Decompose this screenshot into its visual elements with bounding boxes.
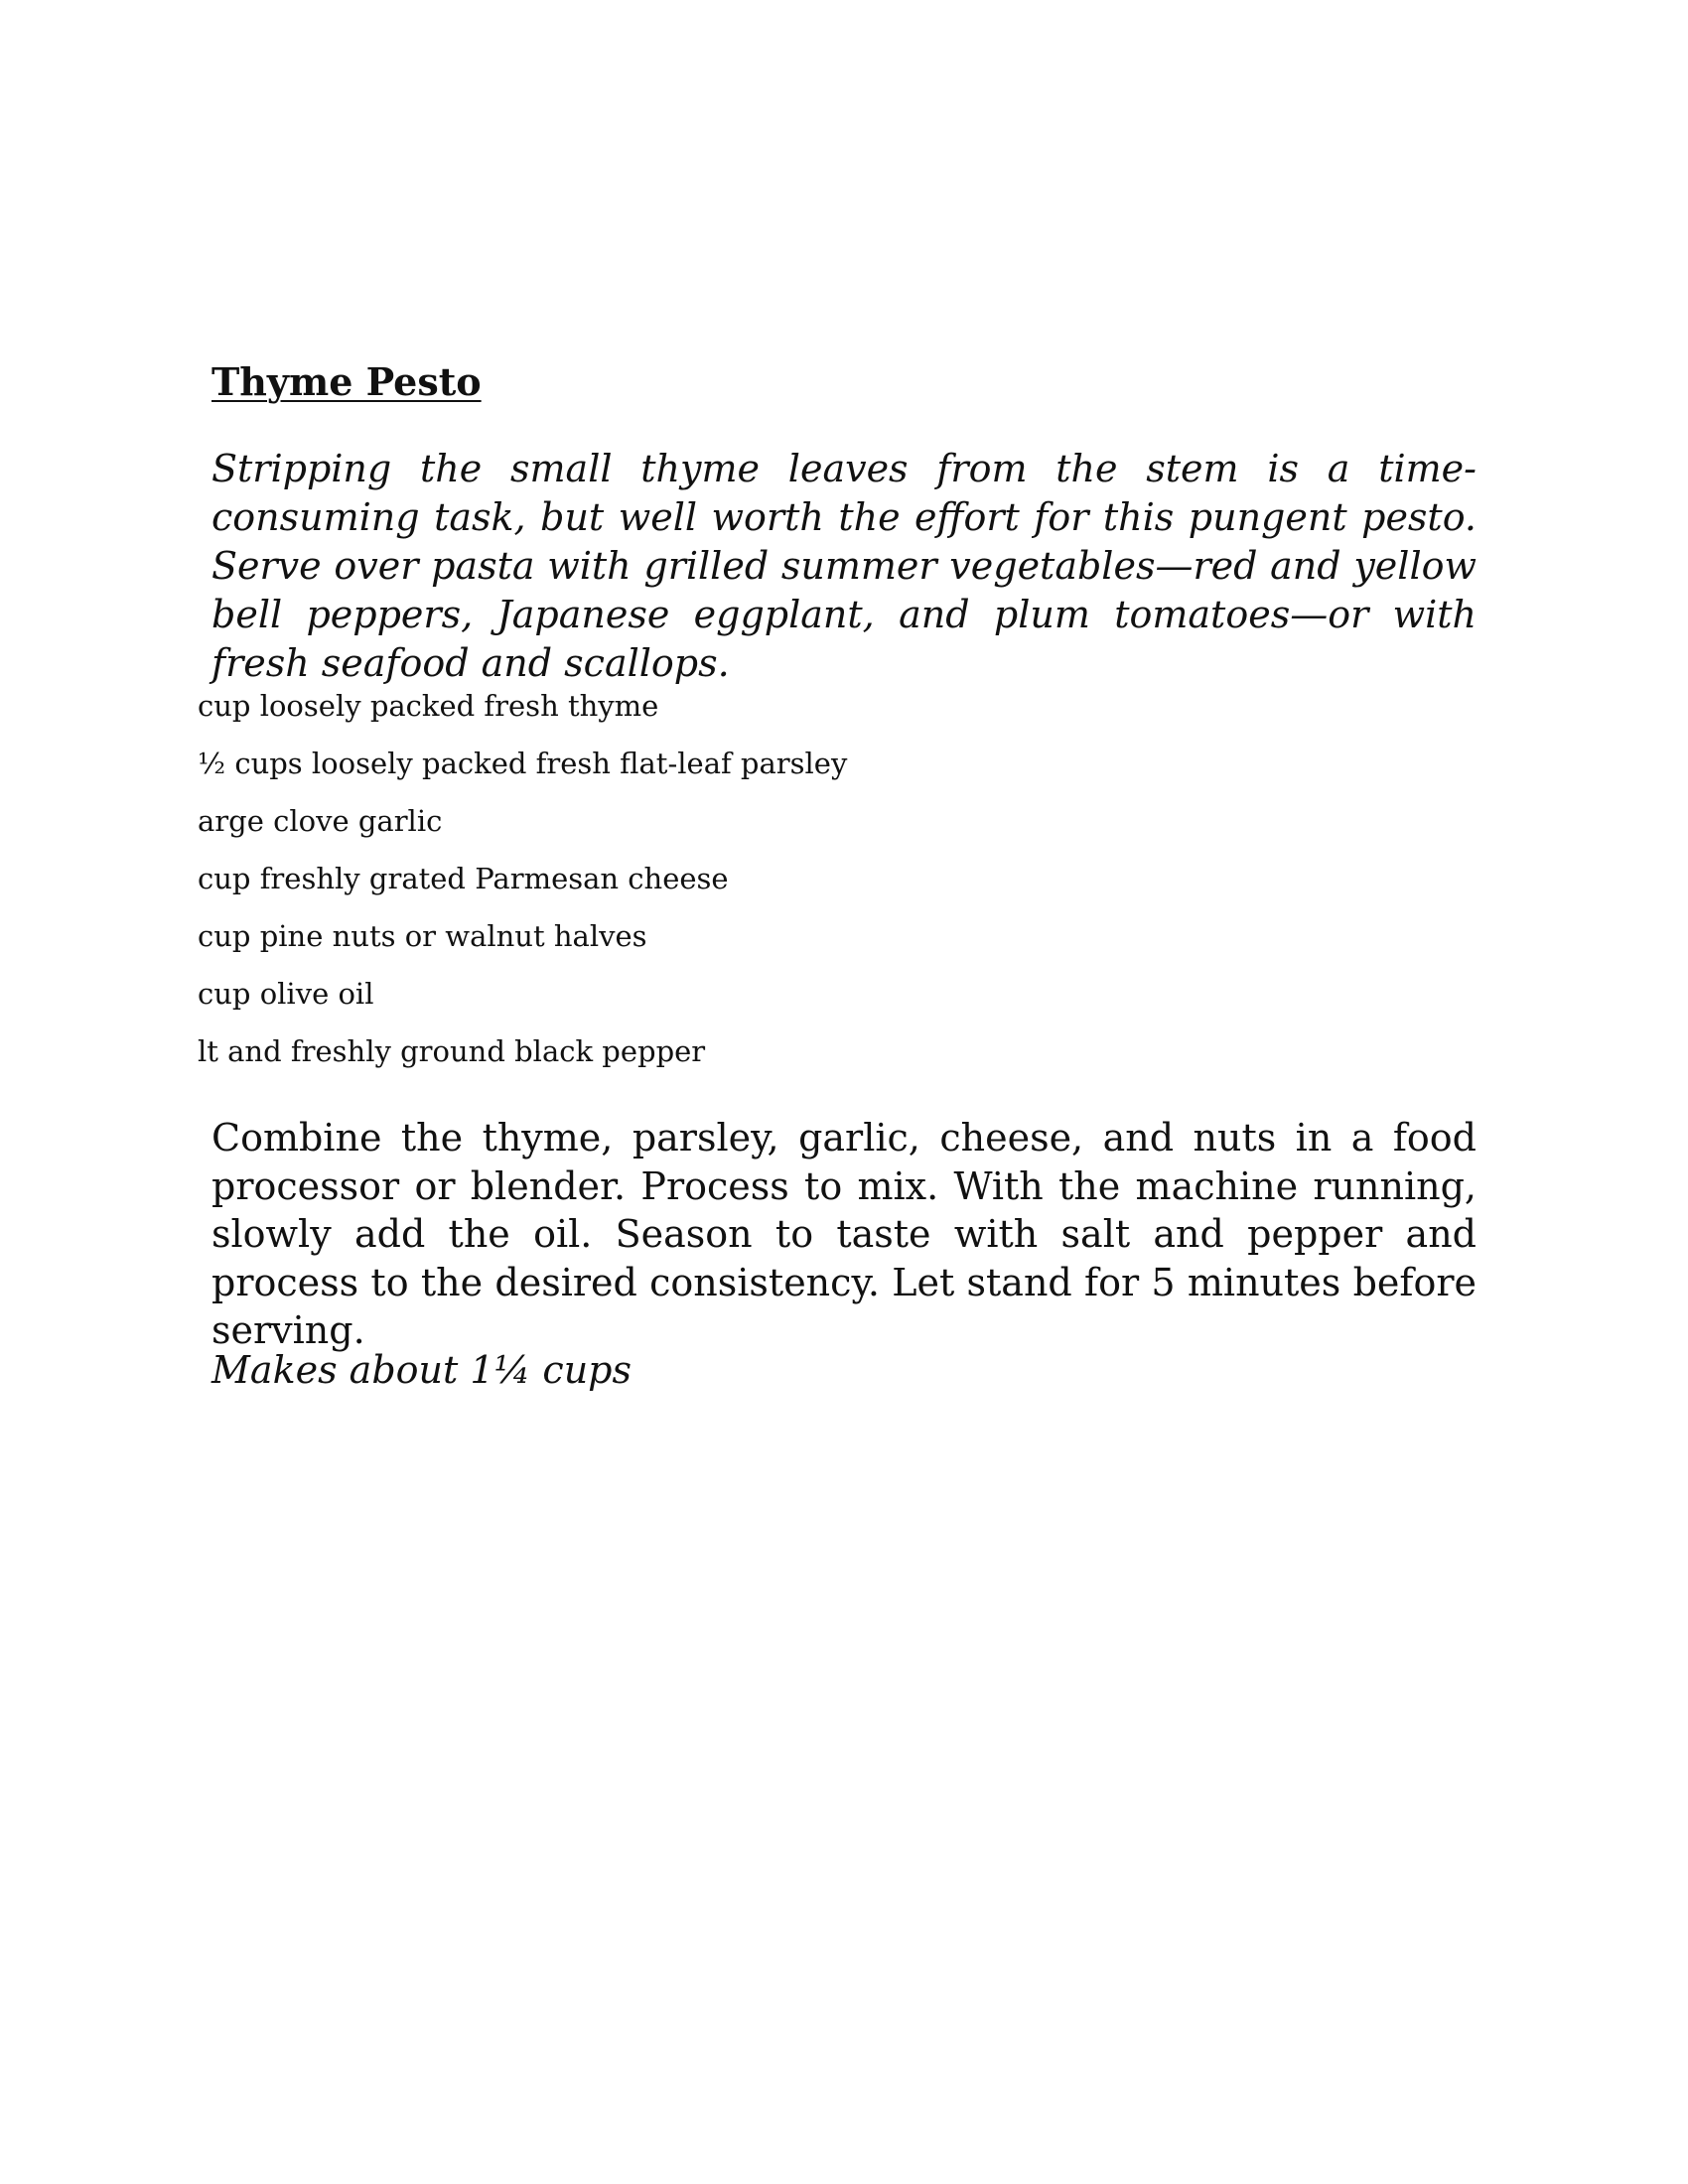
ingredient-item: lt and freshly ground black pepper <box>198 1034 706 1068</box>
ingredient-item: cup freshly grated Parmesan cheese <box>198 862 729 895</box>
ingredient-item: ½ cups loosely packed fresh flat-leaf parsley <box>198 747 848 780</box>
recipe-title: Thyme Pesto <box>211 359 482 404</box>
ingredient-list <box>198 681 847 1084</box>
recipe-method: Combine the thyme, parsley, garlic, cheese, and nuts in a food processor or blender. Process to mix. With the machine running, slowly add the oil. Season to taste with salt and pepper and process to the desired consistency. Let stand for 5 minutes before serving. <box>211 1116 1477 1352</box>
ingredient-item: cup olive oil <box>198 977 374 1011</box>
recipe-yield: Makes about 1¼ cups <box>211 1348 633 1392</box>
recipe-intro: Stripping the small thyme leaves from the stem is a time-consuming task, but well worth the effort for this pungent pesto. Serve over pasta with grilled summer vegetables—red and yellow bell peppers, Japanese eggplant, and plum tomatoes—or with fresh seafood and scallops. <box>211 447 1477 685</box>
ingredient-item: cup loosely packed fresh thyme <box>198 689 659 723</box>
ingredient-item: cup pine nuts or walnut halves <box>198 919 647 953</box>
ingredient-item: arge clove garlic <box>198 804 443 838</box>
